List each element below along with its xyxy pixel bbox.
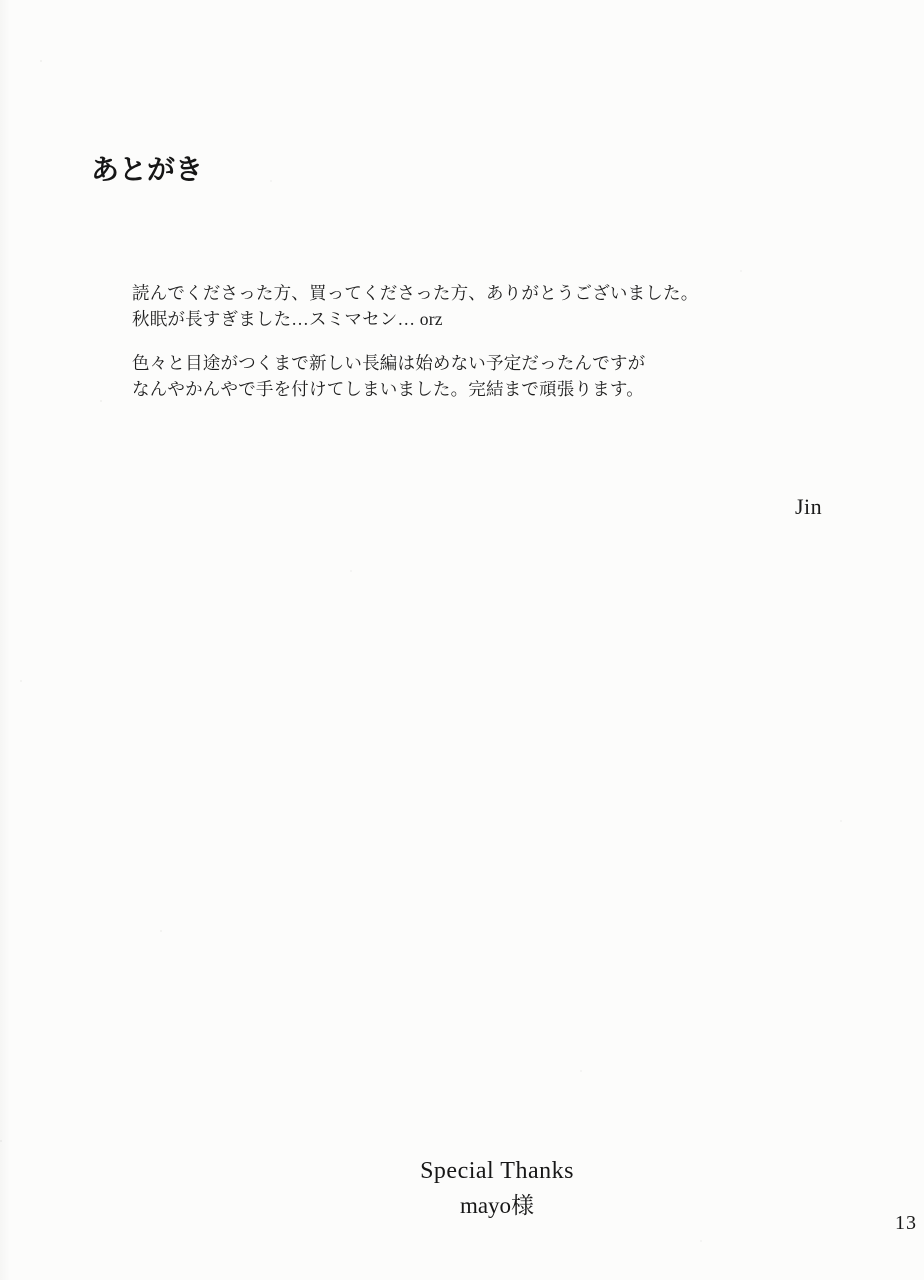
paragraph-1-line-1: 読んでくださった方、買ってくださった方、ありがとうございました。 [132, 283, 699, 303]
afterword-paragraph-1 [132, 281, 698, 332]
paragraph-1-line-2: 秋眠が長すぎました…スミマセン… orz [132, 308, 443, 329]
scan-noise [40, 60, 42, 62]
afterword-paragraph-2 [132, 351, 645, 402]
special-thanks-name: mayo様 [459, 1193, 535, 1218]
paragraph-2-line-1: 色々と目途がつくまで新しい長編は始めない予定だったんですが [132, 353, 646, 373]
paragraph-2-line-2: なんやかんやで手を付けてしまいました。完結まで頑張ります。 [132, 378, 644, 399]
afterword-title: あとがき [91, 155, 204, 186]
special-thanks-heading: Special Thanks [420, 1158, 574, 1184]
page-number: 13 [895, 1212, 917, 1234]
scan-edge-shade [0, 0, 10, 1280]
author-signature: Jin [795, 494, 823, 519]
special-thanks-block [420, 1158, 574, 1220]
